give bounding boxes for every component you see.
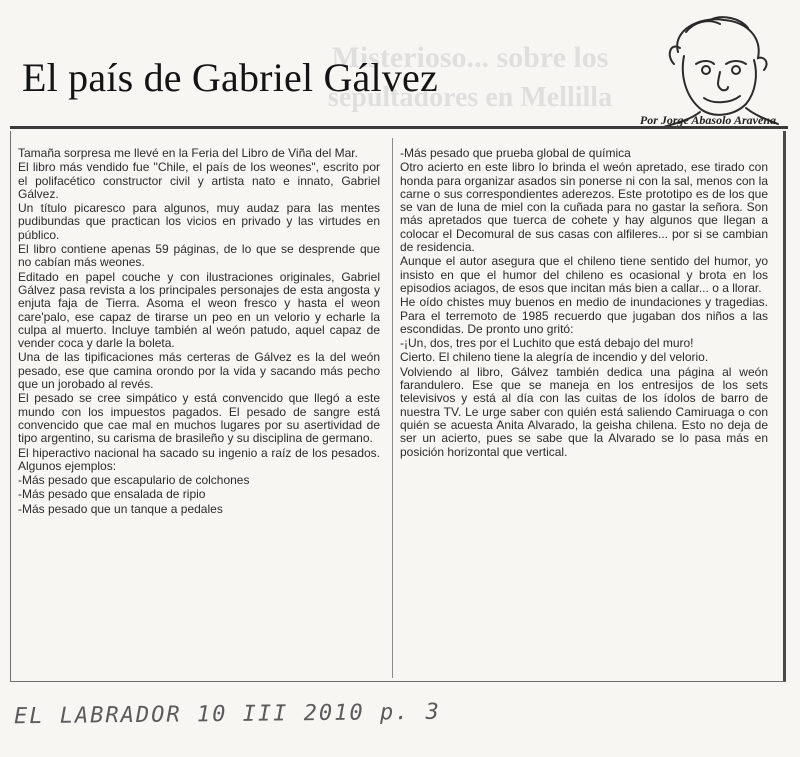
paragraph: Volviendo al libro, Gálvez también dedica una página al weón farandulero. Ese que se maneja en los entresijos de los sets televisivos y está al día con las cuitas de los ídolos de barro de nuestra TV. Le urge saber con quién está saliendo Camiruaga o con quién se acuesta Anita Alvarado, la geisha chilena. Esto no deja de ser un acierto, pues se sabe que la Alvarado se lo pasa más en posición horizontal que vertical. bbox=[400, 364, 768, 459]
title-rule bbox=[10, 126, 788, 129]
example-line: -Más pesado que escapulario de colchones bbox=[18, 473, 250, 488]
paragraph: Otro acierto en este libro lo brinda el weón apretado, ese tirado con honda para organizar asados sin ponerse ni con la sal, menos con la carne o sus correspondientes aderezos. Este prototipo es de los que se van de luna de miel con la cuñada para no gastar la señora. Son más apretados que tuerca de cohete y hay algunos que llegan a colocar el Decomural de sus casas con alfileres... por si se cambian de residencia. bbox=[400, 160, 768, 255]
paragraph: Editado en papel couche y con ilustraciones originales, Gabriel Gálvez pasa revista a los principales personajes de esta angosta y enjuta faja de Tierra. Asoma el weon fresco y hasta el weon care'palo, ese capaz de tirarse un peo en un velorio y echarle la culpa al muerto. Incluye también al weón patudo, aquel capaz de vender coca y darle la boleta. bbox=[18, 269, 380, 351]
article-right-column bbox=[400, 147, 768, 460]
paragraph: El pesado se cree simpático y está convencido que llegó a este mundo con los impuestos pagados. El pesado de sangre está convencido que cae mal en muchos lugares por su asertividad de tipo argentino, su carisma de brasileño y su disciplina de germano. bbox=[18, 391, 380, 446]
handwritten-source-note: EL LABRADOR 10 III 2010 p. 3 bbox=[13, 699, 441, 730]
article-left-column bbox=[18, 147, 380, 517]
example-line: -Más pesado que un tanque a pedales bbox=[18, 501, 223, 516]
quote-line: -¡Un, dos, tres por el Luchito que está debajo del muro! bbox=[400, 336, 694, 351]
paragraph: El libro contiene apenas 59 páginas, de lo que se desprende que no cabían más weones. bbox=[18, 242, 380, 270]
paragraph: Un título picaresco para algunos, muy audaz para las mentes pudibundas que practican los vicios en privado y las virtudes en público. bbox=[18, 201, 380, 242]
paragraph: El libro más vendido fue "Chile, el país de los weones", escrito por el polifacético constructor civil y artista nato e innato, Gabriel Gálvez. bbox=[18, 160, 380, 201]
paragraph: Cierto. El chileno tiene la alegría de incendio y del velorio. bbox=[400, 350, 709, 365]
byline: Por Jorge Abasolo Aravena bbox=[639, 113, 776, 127]
paragraph: Aunque el autor asegura que el chileno tiene sentido del humor, yo insisto en que el humor del chileno es ocasional y brota en los episodios aciagos, de esos que incitan más bien a callar... o a llorar. bbox=[400, 254, 768, 295]
example-line: -Más pesado que prueba global de química bbox=[400, 146, 631, 160]
article-title: El país de Gabriel Gálvez bbox=[22, 55, 438, 100]
column-divider bbox=[392, 138, 393, 678]
example-line: -Más pesado que ensalada de ripio bbox=[18, 487, 206, 502]
paragraph: Tamaña sorpresa me llevé en la Feria del Libro de Viña del Mar. bbox=[18, 146, 358, 160]
paragraph: He oído chistes muy buenos en medio de inundaciones y tragedias. Para el terremoto de 1985 recuerdo que jugaban dos niños a las escondidas. De pronto uno gritó: bbox=[400, 295, 768, 336]
paragraph: Una de las tipificaciones más certeras de Gálvez es la del weón pesado, ese que camina orondo por la vida y sacando más pecho que un jorobado al revés. bbox=[18, 350, 380, 392]
bleed-line-1: Misterioso... sobre los bbox=[331, 41, 609, 74]
paragraph: El hiperactivo nacional ha sacado su ingenio a raíz de los pesados. Algunos ejemplos: bbox=[18, 445, 380, 473]
bleed-line-2: sepultadores en Mellilla bbox=[327, 82, 613, 113]
